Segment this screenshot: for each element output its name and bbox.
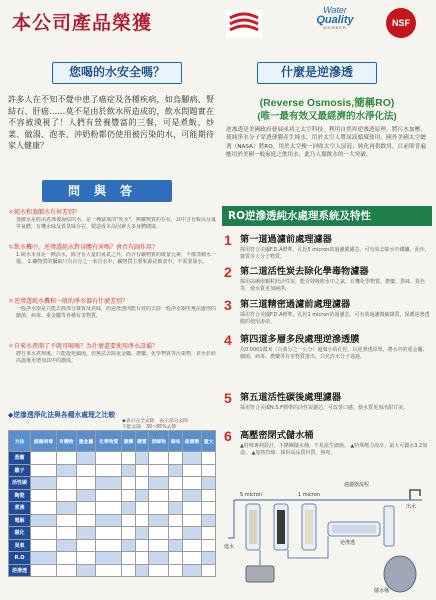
qa-answer: 一般淨水器是只能去除部分雜質及異味，而逆滲透則能有效的去除一般淨水器所無法處理的細菌、病毒、重金屬等各種有害物質。 [16,306,216,320]
table-row-header: 磁化 [9,527,31,540]
table-cell [135,527,149,540]
qa-item [8,342,216,403]
table-cell [135,464,149,477]
qa-answer: 蒸餾水是經由煮沸後凝結的水，是一種缺氧的"死水"，無礦物質的存在，其中含有較高及氟等氣體，有機水味及異臭味存在，製造成本高因素大多身體健康。 [16,217,216,231]
table-cell [182,464,202,477]
table-cell [182,477,202,490]
water-quality-logo [298,6,372,30]
table-cell [202,564,216,577]
table-cell [56,452,76,465]
table-cell [202,552,216,565]
table-row-header: 臭氧 [9,539,31,552]
table-cell [169,564,183,577]
table-row [9,452,216,465]
table-cell [96,527,122,540]
table-cell [31,564,57,577]
table-cell [56,527,76,540]
step-number: 4 [224,332,232,348]
step-title: 第五道活性碳後處理濾器 [240,392,342,403]
table-row [9,552,216,565]
table-cell [122,539,136,552]
qa-item [8,297,216,332]
table-col-header: 方法 [9,431,31,452]
table-cell [182,514,202,527]
wq-line1: Water [323,5,347,15]
table-cell [76,489,96,502]
filter-step [224,390,432,424]
table-cell [96,564,122,577]
qa-item [8,208,216,243]
pump-icon [246,566,274,582]
table-cell [56,502,76,515]
table-row [9,514,216,527]
table-col-header: 有機物 [56,431,76,452]
intro-paragraph: 許多人在不知不覺中患了癌症及各種疾病，如烏腳病、腎結石、肝癌……莫不是由於飲水所造成的，飲水問題實在不容被漠視了！人們有營養豐富的三餐，可是煮飯、炒菜、做湯、泡茶、沖奶粉都仍使用被污染的水，可能期待家人健康？ [8,95,214,150]
table-cell [76,552,96,565]
filter-step [224,332,432,378]
table-cell [135,452,149,465]
table-cell [182,552,202,565]
table-cell [202,514,216,527]
diagram-label-micron-5: 5 micron [240,492,262,498]
table-row-header: 活性碳 [9,477,31,490]
table-row-header: 電解 [9,514,31,527]
step-desc: 採用符合美國F.D.A標準，孔徑1 micron的過濾芯，可有效過濾微細雜質，保護逆滲透膜的使用壽命。 [240,312,430,325]
table-row [9,489,216,502]
table-cell [149,502,169,515]
table-cell [202,464,216,477]
table-cell [76,539,96,552]
table-cell [202,539,216,552]
table-row [9,539,216,552]
table-cell [122,489,136,502]
diagram-label-ro: 逆滲透 [340,540,356,546]
table-row [9,527,216,540]
table-cell [96,464,122,477]
table-cell [169,464,183,477]
ro-description: 逆滲透是美國政府發展成功之太空科技，利用自然界逆滲透原理，將污水加壓，使純淨水分子穿透薄膜產生純水，用於太空人將尿液循環使用。國外美國太空總署（NASA）將RO，用於太空梭一回收太空人尿液，純化再供飲用，目前則普遍應用於美國一般家庭之飲用水，此乃人類飲水的一大突破。 [226,127,426,159]
table-col-header: 農藥 [122,431,136,452]
table-row-header: 離子 [9,464,31,477]
table-cell [76,514,96,527]
diagram-label-out: 出水 [406,504,417,510]
table-col-header: 化學物質 [96,431,122,452]
table-cell [31,502,57,515]
table-cell [135,477,149,490]
page-title: 本公司產品榮獲 [12,12,153,34]
qa-question: ＊逆滲透純水機和一般的淨水器有什麼差別？ [8,298,129,305]
qa-question: ＊純水和蒸餾水有何差別？ [8,209,81,216]
table-cell [202,452,216,465]
table-cell [135,489,149,502]
ro-heading [224,96,430,124]
step-title: 高壓密閉式儲水桶 [240,430,314,441]
step-title: 第三道精密過濾前處理濾器 [240,299,351,310]
step-number: 6 [224,428,232,444]
table-title: ◆逆滲透淨化法與各種水處理之比較 [8,411,116,419]
table-row-header: R.O [9,552,31,565]
table-cell [96,539,122,552]
table-cell [149,514,169,527]
step-desc: 為0.0001微米（百萬分之一公分）超微小的孔徑，以逆滲透原理，將水中的重金屬、細菌、病毒、農藥等有害物質排出，只允許水分子通過。 [240,347,428,360]
table-cell [149,489,169,502]
table-cell [182,564,202,577]
storage-tank-icon [384,556,416,592]
table-cell [31,452,57,465]
table-cell [31,489,57,502]
carbon-post-filter [384,506,394,546]
filter-housing-1 [246,504,260,550]
table-cell [96,452,122,465]
table-cell [182,489,202,502]
qa-answer: 1.純水本身是一種活水，除含有大量的氧氣之外，尚含有礦物質的微量元素，不像蒸餾水一樣。 2.礦物質的攝取只有百分之一來自水中，礦物質主要來源是飲食中，不需要靠水。 [16,252,216,266]
filter-housing-2 [274,504,288,550]
table-cell [149,527,169,540]
table-cell [31,539,57,552]
table-cell [96,514,122,527]
company-logo-icon [226,10,262,38]
ro-system-diagram [224,478,430,596]
step-desc: 採用符合美國F.D.A標準，孔徑5 micron的過濾膜濾芯，可有效去除水中鐵鏽、泥沙、雜質等大分子物質。 [240,247,430,260]
step-desc: ▲特殊專利設計，不銹鋼儲水桶，不易滋生細菌。 ▲特殊壓力設計，最大可儲水3.2加侖。 ▲加熱管線：採用高品質材質，無毒。 [240,443,428,456]
table-legend-line: 不能去除 30~95%去除 [122,425,177,430]
table-cell [182,539,202,552]
ro-heading-line1: (Reverse Osmosis,簡稱RO) [259,97,395,109]
table-col-header: 溶解物 [149,431,169,452]
step-desc: 採用高碘值顆粒狀活性炭，能有效吸附水中之氯、有機化學物質、農藥、異味、異色等，使水質更加純淨。 [240,279,426,292]
table-cell [149,539,169,552]
qa-heading: 問與答 [42,180,172,202]
table-cell [169,539,183,552]
table-cell [122,477,136,490]
table-cell [122,527,136,540]
table-col-header: 重金屬 [76,431,96,452]
step-number: 3 [224,297,232,313]
table-cell [182,527,202,540]
table-cell [122,564,136,577]
table-cell [202,502,216,515]
table-cell [135,514,149,527]
step-title: 第四道多層多段處理逆滲透膜 [240,334,360,345]
table-cell [56,464,76,477]
table-row-header: 蒸餾 [9,452,31,465]
table-cell [31,552,57,565]
table-cell [96,489,122,502]
table-cell [56,552,76,565]
diagram-label-in: 進水 [224,544,235,550]
section-title-water-safety: 您喝的水安全嗎？ [52,62,182,84]
table-cell [169,527,183,540]
wq-line2: Quality [316,14,354,26]
table-row-header: 逆滲透 [9,564,31,577]
table-cell [135,552,149,565]
table-cell [149,552,169,565]
table-cell [31,527,57,540]
ro-system-band: RO逆滲透純水處理系統及特性 [222,206,432,226]
section-title-what-is-ro: 什麼是逆滲透 [257,62,377,84]
table-cell [96,552,122,565]
filter-housing-3 [302,504,316,550]
filter-step [224,428,432,474]
table-cell [149,464,169,477]
step-number: 1 [224,232,232,248]
qa-question: ＊自來水煮開了不就可喝嗎？為什麼還要使用淨水設備？ [8,343,159,350]
filter-step [224,264,432,298]
table-cell [135,564,149,577]
table-cell [56,477,76,490]
step-title: 第一道過濾前處理濾器 [240,234,332,245]
table-cell [149,477,169,490]
qa-question: ＊飲水機中，逆滲透純水對身體有害嗎？會否有副作用？ [8,244,159,251]
table-cell [76,464,96,477]
wq-line3: MEMBER [323,25,347,30]
table-row [9,477,216,490]
table-cell [122,514,136,527]
table-cell [169,477,183,490]
table-col-header: 重大 [202,431,216,452]
step-desc: 採用符合美國N.S.F標準的活性炭濾芯，可改善口感，使水質更加清甜甘美。 [240,405,408,411]
filter-step [224,297,432,331]
table-cell [149,564,169,577]
table-cell [76,502,96,515]
table-cell [202,477,216,490]
table-cell [169,489,183,502]
nsf-badge: NSF [386,8,416,38]
qa-answer: 將自來水煮開後，只能殺死細菌，但無法去除重金屬、農藥、化學物質等污染物，甚至於經高溫後更增加其中的濃度。 [16,351,216,365]
table-cell [169,502,183,515]
table-cell [122,502,136,515]
table-row-header: 陶瓷 [9,489,31,502]
filter-step [224,232,432,266]
table-cell [149,452,169,465]
table-row [9,502,216,515]
ro-membrane-housing [328,522,380,536]
diagram-label-top: 過濾器流程 [344,482,370,488]
table-cell [122,552,136,565]
table-cell [96,502,122,515]
table-col-header: 殺菌劑 [182,431,202,452]
table-cell [31,477,57,490]
qa-item [8,243,216,286]
table-col-header: 雜質 [135,431,149,452]
table-cell [202,489,216,502]
ro-heading-line2: (唯一最有效又最經濟的水淨化法) [257,111,397,122]
table-cell [202,527,216,540]
table-cell [56,564,76,577]
table-cell [169,552,183,565]
diagram-label-micron-1: 1 micron [298,492,320,498]
table-row-header: 煮沸 [9,502,31,515]
table-cell [169,452,183,465]
table-row [9,464,216,477]
table-cell [31,464,57,477]
table-cell [96,477,122,490]
comparison-table [8,430,216,577]
table-cell [122,452,136,465]
table-cell [169,514,183,527]
table-cell [56,489,76,502]
table-cell [182,502,202,515]
table-cell [135,539,149,552]
table-cell [182,452,202,465]
table-cell [76,477,96,490]
step-title: 第二道活性炭去除化學毒物濾器 [240,266,369,277]
diagram-label-tank: 儲水桶 [374,588,390,594]
table-cell [135,502,149,515]
step-number: 2 [224,264,232,280]
table-cell [56,514,76,527]
table-cell [56,539,76,552]
step-number: 5 [224,390,232,406]
table-col-header: 異味 [169,431,183,452]
table-legend-line: ◆表示完全去除 表示部分去除 [122,419,189,424]
table-col-header: 細菌病毒 [31,431,57,452]
table-cell [76,527,96,540]
faucet-icon [410,490,420,500]
table-row [9,564,216,577]
table-cell [76,564,96,577]
table-cell [122,464,136,477]
table-cell [31,514,57,527]
table-cell [76,452,96,465]
